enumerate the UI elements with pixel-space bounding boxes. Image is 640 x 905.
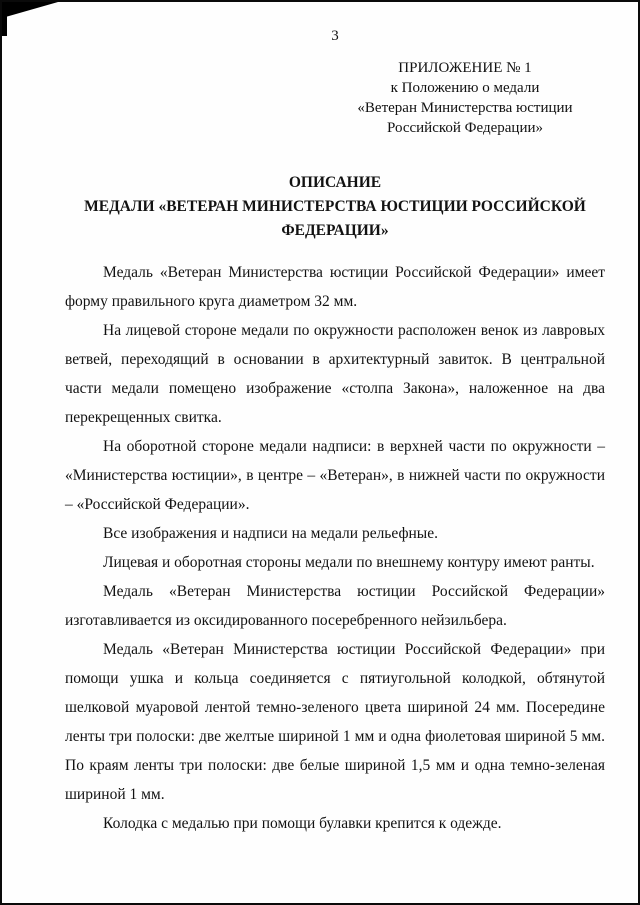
paragraph-pin-attachment: Колодка с медалью при помощи булавки крепится к одежде. <box>103 814 502 832</box>
paragraph-reverse-design: На оборотной стороне медали надписи: в верхней части по окружности – «Министерства юстиции», в центре – «Ветеран», в нижней части по окружности – «Российской Федерации». <box>65 437 605 513</box>
paragraph-medal-shape: Медаль «Ветеран Министерства юстиции Российской Федерации» имеет форму правильного круга диаметром 32 мм. <box>65 263 605 310</box>
document-title-word: ОПИСАНИЕ <box>288 173 382 191</box>
appendix-line-3: «Ветеран Министерства юстиции <box>357 99 573 116</box>
paragraph-rim-note: Лицевая и оборотная стороны медали по внешнему контуру имеют ранты. <box>103 553 595 571</box>
paragraph-obverse-design: На лицевой стороне медали по окружности расположен венок из лавровых ветвей, переходящий в основании в архитектурный завиток. В центральной части медали помещено изображение «столпа Закона», наложенное на два перекрещенных свитка. <box>65 321 605 426</box>
appendix-heading <box>325 59 605 139</box>
paragraph-relief-note: Все изображения и надписи на медали рельефные. <box>103 524 438 542</box>
appendix-line-4: Российской Федерации» <box>386 119 543 136</box>
paragraph-ribbon-block: Медаль «Ветеран Министерства юстиции Российской Федерации» при помощи ушка и кольца соединяется с пятиугольной колодкой, обтянутой шелковой муаровой лентой темно-зеленого цвета шириной 24 мм. Посередине ленты три полоски: две желтые шириной 1 мм и одна фиолетовая шириной 5 мм. По краям ленты три полоски: две белые шириной 1,5 мм и одна темно-зеленая шириной 1 мм. <box>65 640 605 803</box>
appendix-line-1: ПРИЛОЖЕНИЕ № 1 <box>398 60 532 76</box>
appendix-line-2: к Положению о медали <box>390 79 540 96</box>
page-number: 3 <box>331 28 339 44</box>
page-content <box>2 2 638 838</box>
paragraph-material: Медаль «Ветеран Министерства юстиции Российской Федерации» изготавливается из оксидированного посеребренного нейзильбера. <box>65 582 605 629</box>
document-title-subject: МЕДАЛИ «ВЕТЕРАН МИНИСТЕРСТВА ЮСТИЦИИ РОССИЙСКОЙ ФЕДЕРАЦИИ» <box>84 197 586 239</box>
document-title <box>65 171 605 243</box>
document-body <box>65 259 605 839</box>
